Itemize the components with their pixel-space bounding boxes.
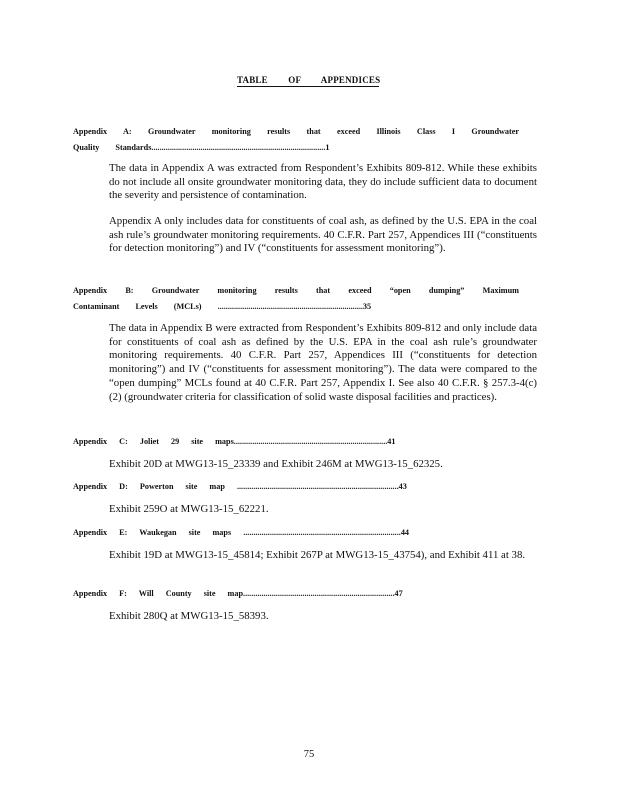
- appendix-a-paragraph-2: Appendix A only includes data for constituents of coal ash, as defined by the U.S. EPA in the coal ash rule’s groundwater monitoring requirements. 40 C.F.R. Part 257, Appendices III (“constituents for detection monitoring”) and IV (“constituents for assessment monitoring”).: [109, 215, 537, 255]
- appendix-b-paragraph-1: The data in Appendix B were extracted from Respondent’s Exhibits 809-812 and only include data for constituents of coal ash as defined by the U.S. EPA in the coal ash rule’s groundwater monitoring requirements. 40 C.F.R. Part 257, Appendices III (“constituents for detection monitoring”) and IV (“constituents for assessment monitoring”). The data were compared to the “open dumping” MCLs found at 40 C.F.R. Part 257, Appendix I. See also 40 C.F.R. § 257.3-4(c)(2) (groundwater criteria for classification of solid waste disposal facilities and practices).: [109, 322, 537, 403]
- appendix-f-paragraph-1: Exhibit 280Q at MWG13-15_58393.: [109, 610, 269, 622]
- toc-entry-page: 41: [387, 437, 396, 446]
- appendix-a-paragraph-1: The data in Appendix A was extracted from Respondent’s Exhibits 809-812. While these exhibits do not include all onsite groundwater monitoring data, they do include sufficient data to document the severity and persistence of contamination.: [109, 162, 537, 202]
- toc-entry-heading: Appendix B: Groundwater monitoring results that exceed “open dumping” Maximum Contaminant Levels (MCLs): [73, 286, 519, 311]
- toc-entry-page: 44: [400, 528, 409, 537]
- toc-entry-page: 1: [325, 143, 330, 152]
- appendix-e-paragraph-1: Exhibit 19D at MWG13-15_45814; Exhibit 267P at MWG13-15_43754), and Exhibit 411 at 38.: [109, 549, 526, 561]
- appendix-c-paragraph-1: Exhibit 20D at MWG13-15_23339 and Exhibit 246M at MWG13-15_62325.: [109, 458, 443, 470]
- page-number: 75: [303, 749, 315, 760]
- toc-entry-appendix-a: Appendix A: Groundwater monitoring results that exceed Illinois Class I Groundwater Quality Standards.....................................................................................1: [73, 127, 519, 152]
- toc-entry-heading: Appendix D: Powerton site map: [73, 482, 225, 491]
- toc-entry-page: 35: [362, 302, 372, 311]
- toc-entry-page: 47: [394, 589, 403, 598]
- toc-entry-heading: Appendix F: Will County site map: [73, 589, 244, 598]
- toc-entry-heading: Appendix A: Groundwater monitoring results that exceed Illinois Class I Groundwater Quality Standards: [73, 127, 519, 152]
- toc-entry-appendix-b: Appendix B: Groundwater monitoring results that exceed “open dumping” Maximum Contaminant Levels (MCLs) .......................................................................35: [73, 286, 519, 311]
- toc-entry-heading: Appendix E: Waukegan site maps: [73, 528, 232, 537]
- toc-entry-appendix-e: Appendix E: Waukegan site maps .............................................................................44: [73, 528, 409, 537]
- toc-entry-page: 43: [398, 482, 407, 491]
- toc-entry-appendix-c: Appendix C: Joliet 29 site maps...........................................................................41: [73, 437, 396, 446]
- appendix-d-paragraph-1: Exhibit 259O at MWG13-15_62221.: [109, 503, 269, 515]
- toc-entry-appendix-f: Appendix F: Will County site map..........................................................................47: [73, 589, 403, 598]
- page-title: TABLE OF APPENDICES: [237, 75, 381, 85]
- toc-entry-heading: Appendix C: Joliet 29 site maps: [73, 437, 234, 446]
- toc-entry-appendix-d: Appendix D: Powerton site map ...............................................................................43: [73, 482, 407, 491]
